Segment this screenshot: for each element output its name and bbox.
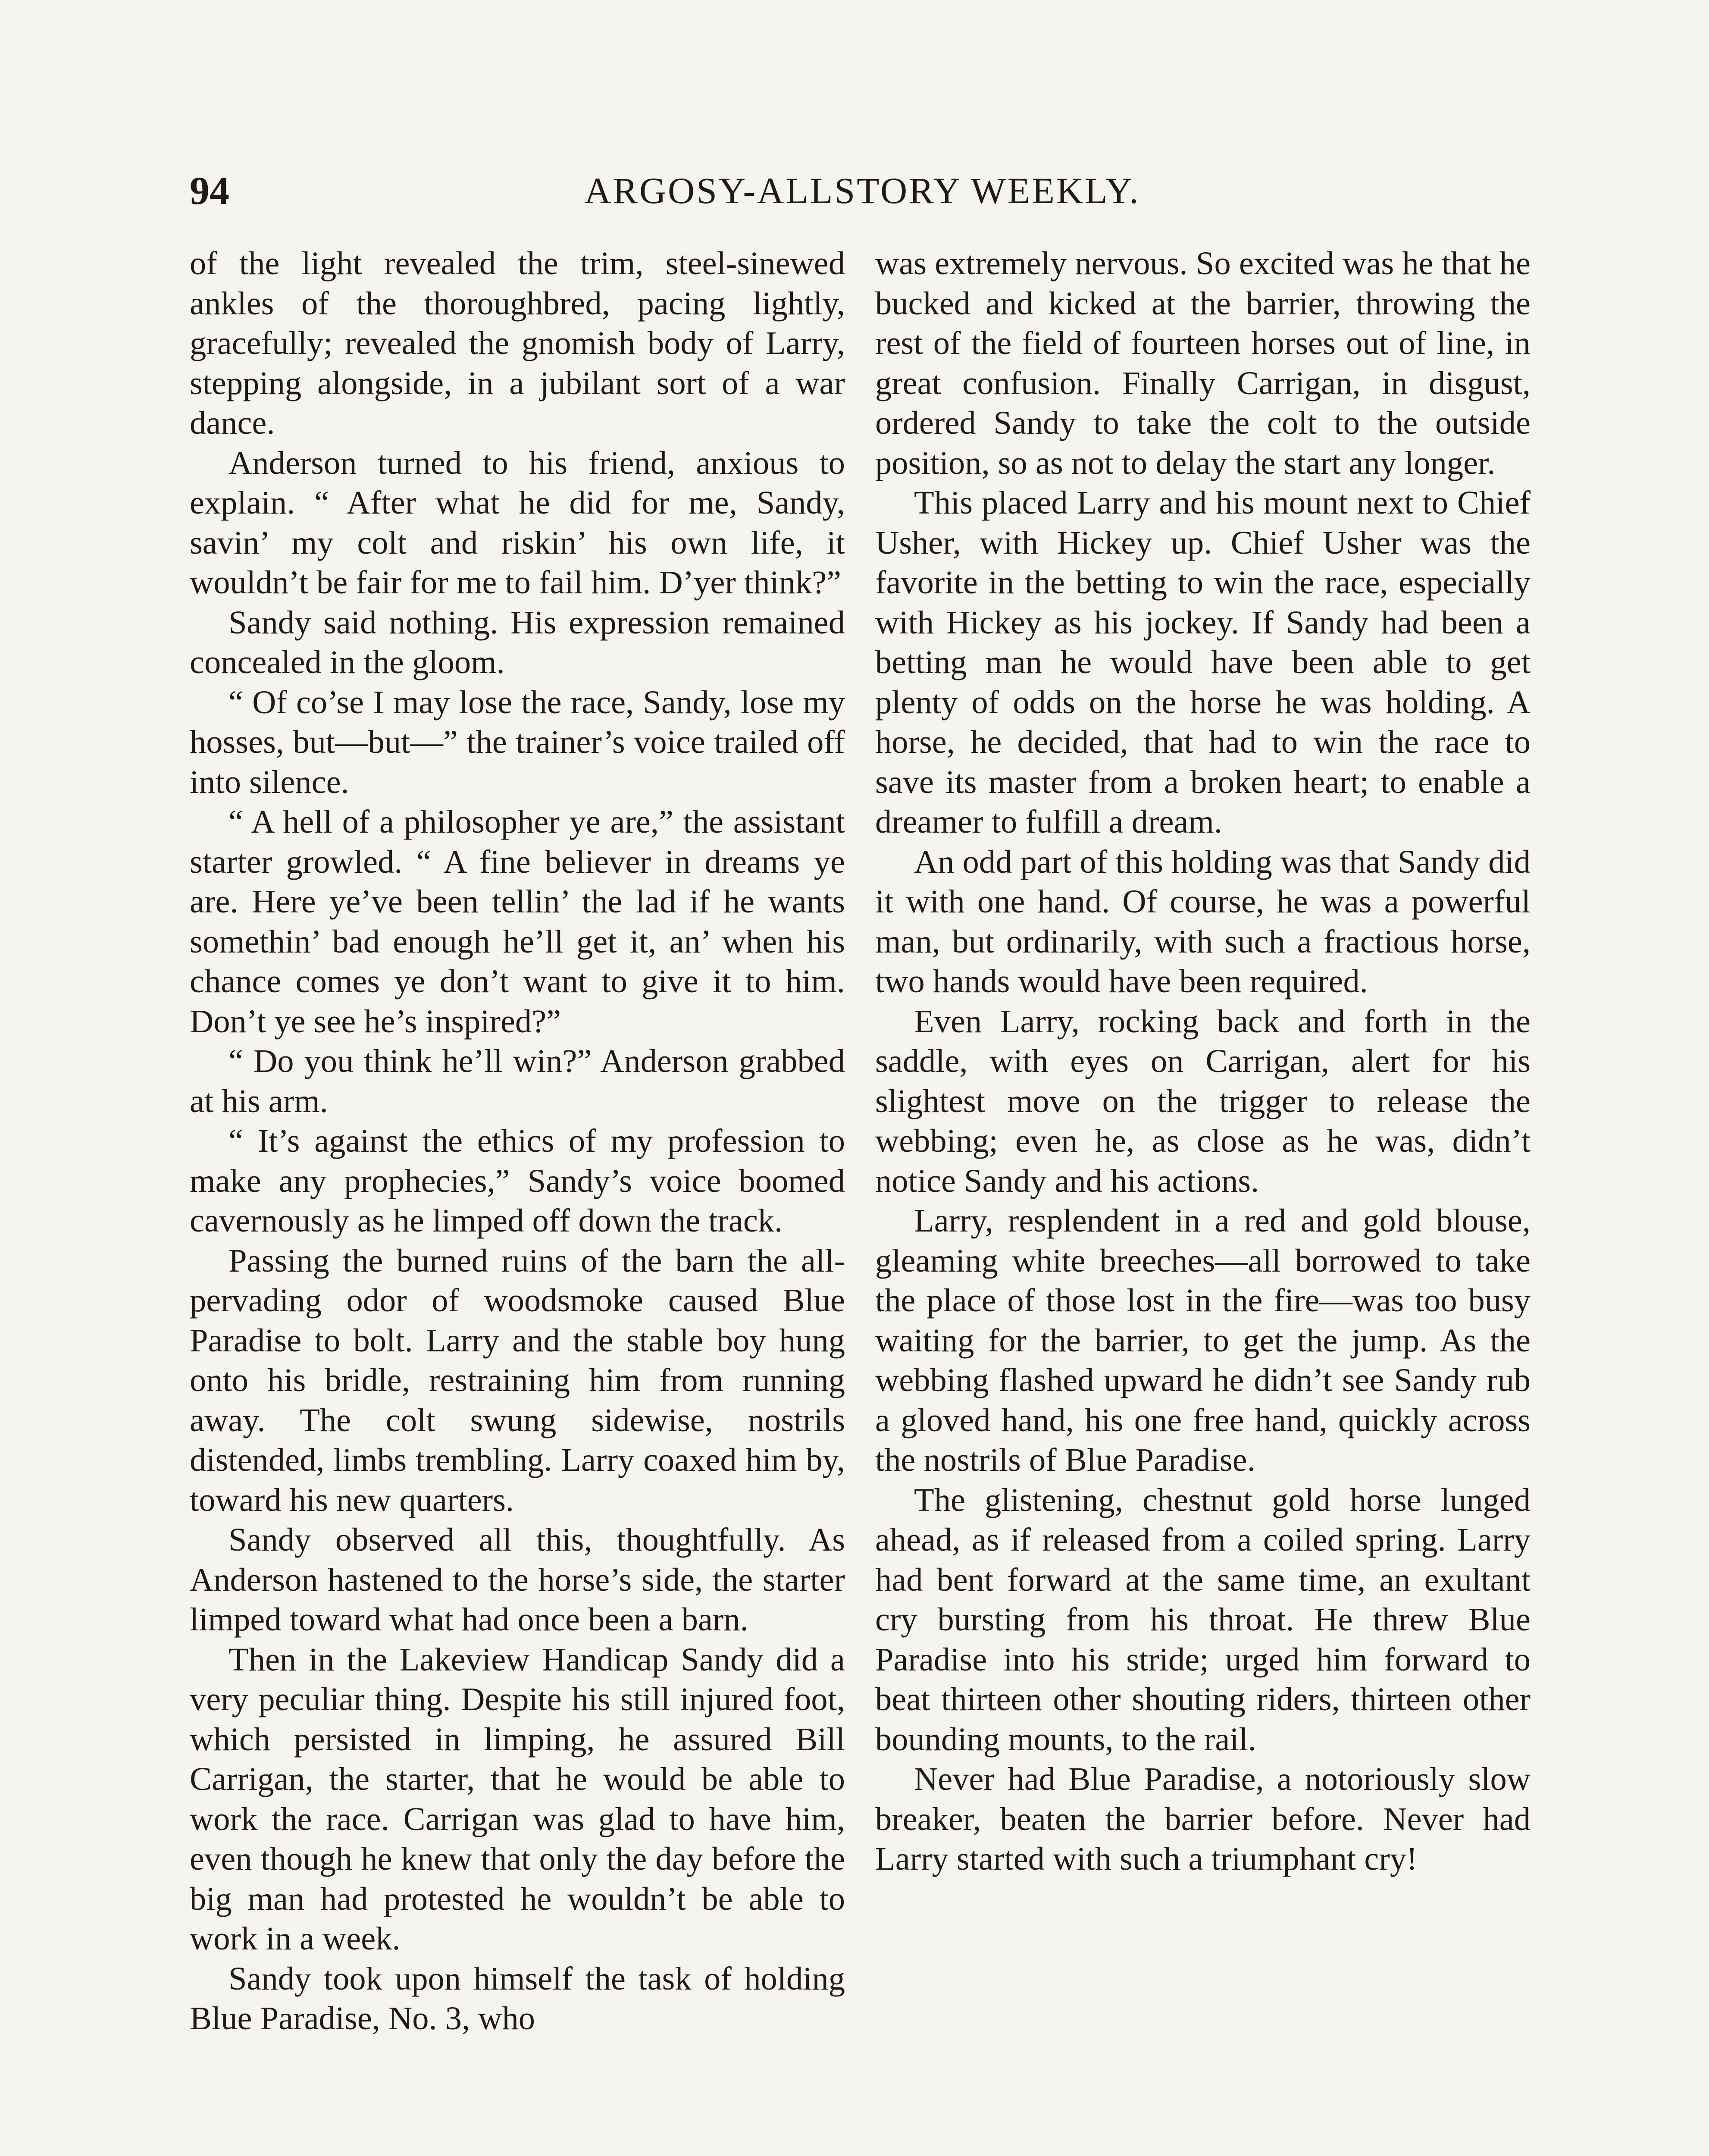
left-text-column (190, 244, 845, 2039)
paragraph: Sandy said nothing. His expression remained concealed in the gloom. (190, 604, 845, 680)
paragraph: “ It’s against the ethics of my profession to make any prophecies,” Sandy’s voice boomed cavernously as he limped off down the track. (190, 1122, 845, 1239)
paragraph: Even Larry, rocking back and forth in the saddle, with eyes on Carrigan, alert for his slightest move on the trigger to release the webbing; even he, as close as he was, didn’t notice Sandy and his actions. (875, 1003, 1531, 1199)
paragraph: Passing the burned ruins of the barn the all-pervading odor of woodsmoke caused Blue Paradise to bolt. Larry and the stable boy hung onto his bridle, restraining him from running away. The colt swung sidewise, nostrils distended, limbs trembling. Larry coaxed him by, toward his new quarters. (190, 1242, 845, 1518)
paragraph: An odd part of this holding was that Sandy did it with one hand. Of course, he was a powerful man, but ordinarily, with such a fractious horse, two hands would have been required. (875, 843, 1531, 1000)
paragraph: This placed Larry and his mount next to Chief Usher, with Hickey up. Chief Usher was the favorite in the betting to win the race, especially with Hickey as his jockey. If Sandy had been a betting man he would have been able to get plenty of odds on the horse he was holding. A horse, he decided, that had to win the race to save its master from a broken heart; to enable a dreamer to fulfill a dream. (875, 484, 1531, 840)
paragraph: Larry, resplendent in a red and gold blouse, gleaming white breeches—all borrowed to take the place of those lost in the fire—was too busy waiting for the barrier, to get the jump. As the webbing flashed upward he didn’t see Sandy rub a gloved hand, his one free hand, quickly across the nostrils of Blue Paradise. (875, 1202, 1531, 1478)
running-title: ARGOSY-ALLSTORY WEEKLY. (584, 170, 1140, 211)
page-number: 94 (190, 169, 229, 213)
paragraph: “ Of co’se I may lose the race, Sandy, lose my hosses, but—but—” the trainer’s voice trailed off into silence. (190, 683, 845, 800)
paragraph: Anderson turned to his friend, anxious to explain. “ After what he did for me, Sandy, savin’ my colt and riskin’ his own life, it wouldn’t be fair for me to fail him. D’yer think?” (190, 444, 845, 601)
paragraph: Sandy observed all this, thoughtfully. As Anderson hastened to the horse’s side, the starter limped toward what had once been a barn. (190, 1521, 845, 1638)
paragraph: “ A hell of a philosopher ye are,” the assistant starter growled. “ A fine believer in dreams ye are. Here ye’ve been tellin’ the lad if he wants somethin’ bad enough he’ll get it, an’ when his chance comes ye don’t want to give it to him. Don’t ye see he’s inspired?” (190, 803, 845, 1040)
paragraph: of the light revealed the trim, steel-sinewed ankles of the thoroughbred, pacing lightly, gracefully; revealed the gnomish body of Larry, stepping alongside, in a jubilant sort of a war dance. (190, 245, 845, 441)
paragraph: Then in the Lakeview Handicap Sandy did a very peculiar thing. Despite his still injured foot, which persisted in limping, he assured Bill Carrigan, the starter, that he would be able to work the race. Carrigan was glad to have him, even though he knew that only the day before the big man had protested he wouldn’t be able to work in a week. (190, 1641, 845, 1957)
page-header (190, 160, 1535, 221)
paragraph: “ Do you think he’ll win?” Anderson grabbed at his arm. (190, 1043, 845, 1119)
paragraph: Never had Blue Paradise, a notoriously slow breaker, beaten the barrier before. Never had Larry started with such a triumphant cry! (875, 1761, 1531, 1877)
paragraph: Sandy took upon himself the task of holding Blue Paradise, No. 3, who (190, 1960, 845, 2037)
paragraph: The glistening, chestnut gold horse lunged ahead, as if released from a coiled spring. Larry had bent forward at the same time, an exultant cry bursting from his throat. He threw Blue Paradise into his stride; urged him forward to beat thirteen other shouting riders, thirteen other bounding mounts, to the rail. (875, 1481, 1531, 1758)
right-text-column (875, 244, 1531, 1879)
paragraph: was extremely nervous. So excited was he that he bucked and kicked at the barrier, throwing the rest of the field of fourteen horses out of line, in great confusion. Finally Carrigan, in disgust, ordered Sandy to take the colt to the outside position, so as not to delay the start any longer. (875, 245, 1531, 481)
